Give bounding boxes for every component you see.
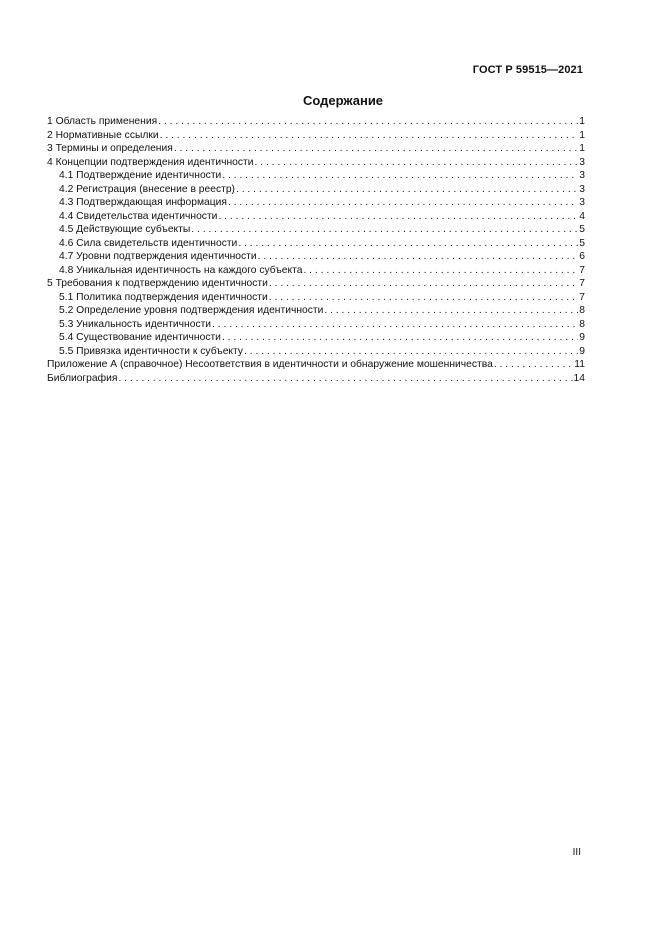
- toc-entry-page: 4: [579, 210, 585, 222]
- toc-entry[interactable]: [47, 223, 585, 237]
- toc-entry[interactable]: [47, 291, 585, 305]
- toc-leader-dots: [160, 129, 579, 143]
- toc-entry[interactable]: [47, 331, 585, 345]
- toc-entry[interactable]: [47, 142, 585, 156]
- toc-leader-dots: [212, 318, 578, 332]
- toc-leader-dots: [324, 304, 578, 318]
- toc-leader-dots: [191, 223, 578, 237]
- toc-entry-label: Библиография: [47, 372, 118, 384]
- toc-leader-dots: [255, 156, 579, 170]
- toc-entry-label: 4.8 Уникальная идентичность на каждого субъекта: [59, 264, 303, 276]
- toc-entry-page: 7: [579, 278, 585, 289]
- toc-entry-page: 3: [579, 156, 585, 168]
- toc-leader-dots: [228, 196, 578, 210]
- toc-leader-dots: [118, 372, 572, 386]
- toc-entry-page: 7: [579, 264, 585, 276]
- toc-entry-page: 1: [579, 129, 585, 141]
- toc-leader-dots: [174, 142, 578, 156]
- toc-leader-dots: [238, 237, 578, 251]
- toc-entry-page: 1: [579, 116, 585, 127]
- toc-entry-label: 5 Требования к подтверждению идентичности: [47, 278, 268, 289]
- toc-entry-page: 5: [579, 224, 585, 235]
- toc-entry-label: 2 Нормативные ссылки: [47, 129, 159, 141]
- toc-entry-page: 7: [579, 291, 585, 303]
- toc-entry-label: 4.3 Подтверждающая информация: [59, 197, 227, 208]
- toc-leader-dots: [303, 264, 578, 278]
- toc-entry-label: 3 Термины и определения: [47, 143, 173, 154]
- table-of-contents: [47, 115, 585, 385]
- toc-entry-page: 9: [579, 345, 585, 357]
- toc-entry[interactable]: [47, 169, 585, 183]
- toc-entry-page: 5: [579, 237, 585, 249]
- toc-entry[interactable]: [47, 196, 585, 210]
- toc-entry-page: 3: [579, 170, 585, 181]
- toc-entry-label: 4.4 Свидетельства идентичности: [59, 210, 218, 222]
- toc-entry-label: 4.5 Действующие субъекты: [59, 224, 191, 235]
- toc-entry[interactable]: [47, 129, 585, 143]
- toc-entry-label: 1 Область применения: [47, 116, 158, 127]
- toc-entry[interactable]: [47, 115, 585, 129]
- toc-entry[interactable]: [47, 358, 585, 372]
- toc-entry-page: 8: [579, 305, 585, 316]
- toc-entry[interactable]: [47, 237, 585, 251]
- toc-entry[interactable]: [47, 210, 585, 224]
- toc-leader-dots: [158, 115, 578, 129]
- toc-entry-page: 1: [579, 143, 585, 154]
- toc-entry-label: 4.7 Уровни подтверждения идентичности: [59, 251, 257, 262]
- toc-entry-page: 6: [579, 251, 585, 262]
- toc-entry-label: 5.2 Определение уровня подтверждения идентичности: [59, 305, 324, 316]
- toc-entry[interactable]: [47, 345, 585, 359]
- document-code: ГОСТ Р 59515—2021: [472, 64, 583, 76]
- toc-entry-label: Приложение А (справочное) Несоответствия в идентичности и обнаружение мошенничества: [47, 359, 493, 370]
- toc-entry-label: 4.2 Регистрация (внесение в реестр): [59, 183, 235, 195]
- toc-entry[interactable]: [47, 250, 585, 264]
- toc-leader-dots: [222, 331, 578, 345]
- toc-entry-label: 5.4 Существование идентичности: [59, 332, 221, 343]
- toc-leader-dots: [222, 169, 578, 183]
- toc-entry[interactable]: [47, 372, 585, 386]
- toc-entry-label: 4.6 Сила свидетельств идентичности: [59, 237, 238, 249]
- toc-leader-dots: [236, 183, 578, 197]
- toc-entry[interactable]: [47, 277, 585, 291]
- toc-leader-dots: [269, 277, 578, 291]
- toc-entry-label: 4.1 Подтверждение идентичности: [59, 170, 222, 181]
- toc-entry-page: 11: [574, 359, 585, 370]
- toc-entry[interactable]: [47, 156, 585, 170]
- toc-leader-dots: [244, 345, 578, 359]
- toc-entry-label: 4 Концепции подтверждения идентичности: [47, 156, 254, 168]
- toc-entry[interactable]: [47, 183, 585, 197]
- toc-entry[interactable]: [47, 264, 585, 278]
- page-number: III: [572, 847, 581, 858]
- toc-entry[interactable]: [47, 318, 585, 332]
- toc-leader-dots: [269, 291, 579, 305]
- toc-leader-dots: [258, 250, 579, 264]
- toc-entry-label: 5.1 Политика подтверждения идентичности: [59, 291, 268, 303]
- toc-entry-label: 5.5 Привязка идентичности к субъекту: [59, 345, 244, 357]
- toc-entry-page: 9: [579, 332, 585, 343]
- toc-entry[interactable]: [47, 304, 585, 318]
- toc-entry-label: 5.3 Уникальность идентичности: [59, 318, 212, 330]
- toc-entry-page: 8: [579, 318, 585, 330]
- toc-title: Содержание: [302, 93, 384, 108]
- toc-entry-page: 3: [579, 197, 585, 208]
- toc-entry-page: 3: [579, 183, 585, 195]
- toc-leader-dots: [494, 358, 573, 372]
- toc-entry-page: 14: [573, 372, 585, 384]
- toc-leader-dots: [218, 210, 578, 224]
